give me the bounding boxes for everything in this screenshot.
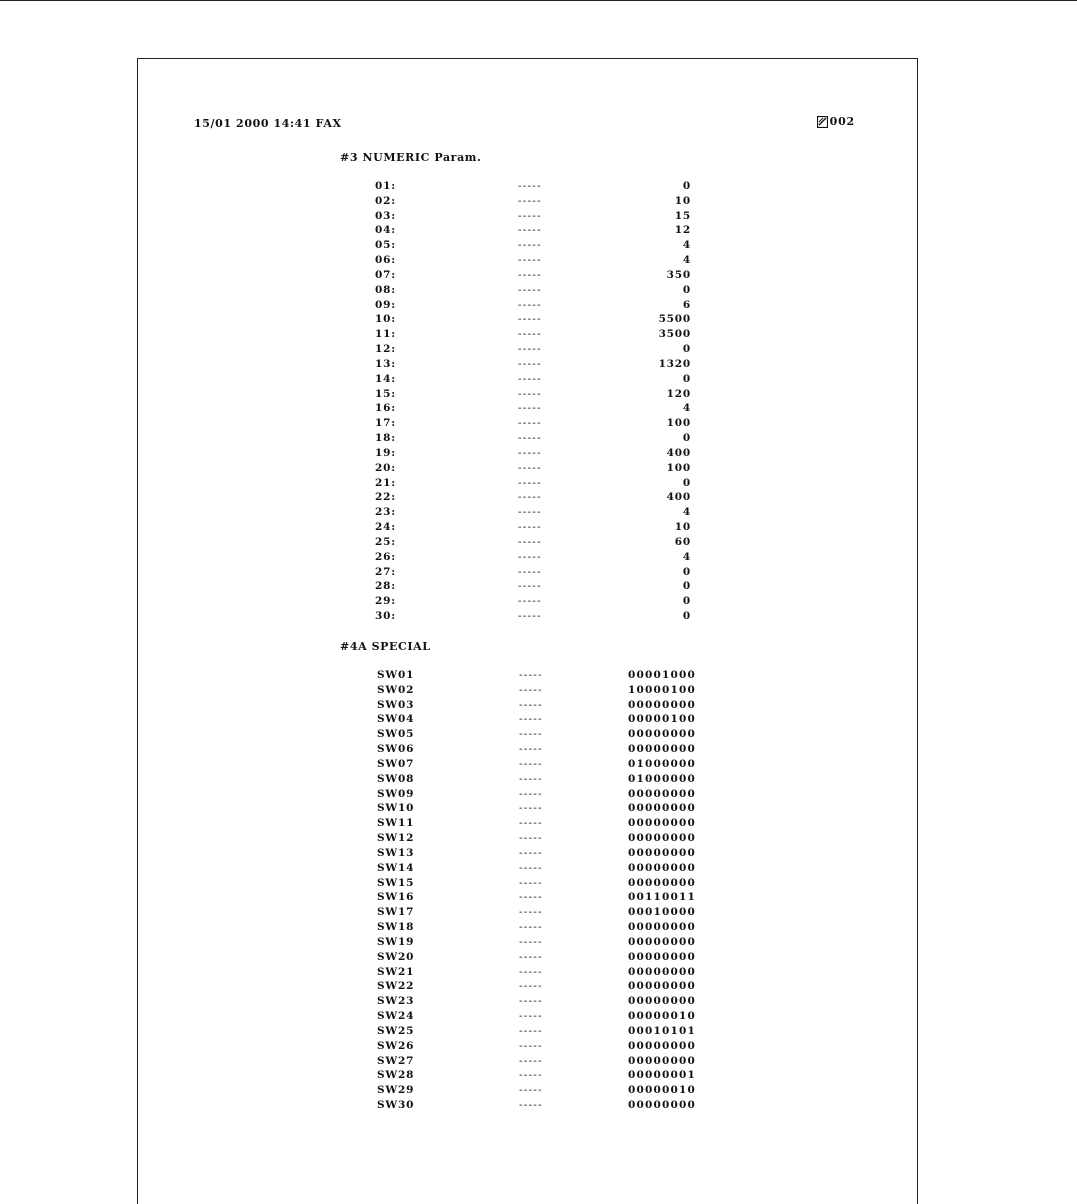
- table-row: [138, 268, 919, 283]
- param-separator: -----: [518, 239, 542, 252]
- param-value: 120: [666, 387, 691, 400]
- param-value: 12: [674, 224, 691, 237]
- param-key: SW17: [377, 906, 415, 919]
- param-value: 350: [666, 268, 691, 281]
- param-key: 03:: [375, 209, 396, 222]
- table-row: [138, 209, 919, 224]
- table-row: [138, 505, 919, 520]
- table-row: [138, 727, 919, 742]
- param-key: 14:: [375, 372, 396, 385]
- param-value: 00000000: [628, 950, 697, 963]
- param-value: 00010000: [628, 906, 697, 919]
- param-key: SW29: [377, 1084, 415, 1097]
- param-value: 00000000: [628, 698, 697, 711]
- param-separator: -----: [518, 506, 542, 519]
- param-separator: -----: [518, 343, 542, 356]
- param-key: SW08: [377, 772, 415, 785]
- table-row: [138, 876, 919, 891]
- param-key: SW19: [377, 935, 415, 948]
- table-row: [138, 994, 919, 1009]
- table-row: [138, 683, 919, 698]
- param-value: 10: [674, 521, 691, 534]
- table-row: [138, 801, 919, 816]
- param-separator: -----: [518, 595, 542, 608]
- param-value: 4: [682, 550, 691, 563]
- table-row: [138, 1039, 919, 1054]
- param-separator: -----: [519, 1069, 543, 1082]
- table-row: [138, 905, 919, 920]
- param-value: 4: [682, 254, 691, 267]
- param-value: 5500: [658, 313, 691, 326]
- fax-page: [137, 58, 918, 1204]
- param-value: 0: [682, 610, 691, 623]
- param-value: 00000001: [628, 1069, 697, 1082]
- param-key: SW07: [377, 757, 415, 770]
- table-row: [138, 831, 919, 846]
- table-row: [138, 846, 919, 861]
- param-key: 10:: [375, 313, 396, 326]
- param-separator: -----: [518, 387, 542, 400]
- table-row: [138, 594, 919, 609]
- param-separator: -----: [519, 669, 543, 681]
- param-key: SW10: [377, 802, 415, 815]
- param-key: 30:: [375, 610, 396, 623]
- param-separator: -----: [518, 402, 542, 415]
- table-row: [138, 535, 919, 550]
- param-value: 01000000: [628, 757, 697, 770]
- param-separator: -----: [519, 921, 543, 934]
- param-separator: -----: [518, 610, 542, 623]
- param-separator: -----: [519, 757, 543, 770]
- param-separator: -----: [518, 417, 542, 430]
- param-separator: -----: [518, 372, 542, 385]
- param-value: 00000000: [628, 832, 697, 845]
- special-section-title: #4A SPECIAL: [340, 640, 431, 653]
- param-separator: -----: [518, 313, 542, 326]
- param-separator: -----: [519, 1039, 543, 1052]
- param-value: 10: [674, 194, 691, 207]
- param-key: 06:: [375, 254, 396, 267]
- param-key: 01:: [375, 180, 396, 192]
- param-key: 26:: [375, 550, 396, 563]
- param-key: SW03: [377, 698, 415, 711]
- table-row: [138, 565, 919, 580]
- table-row: [138, 816, 919, 831]
- param-separator: -----: [518, 283, 542, 296]
- param-separator: -----: [519, 891, 543, 904]
- param-key: 08:: [375, 283, 396, 296]
- param-separator: -----: [519, 906, 543, 919]
- param-separator: -----: [519, 1054, 543, 1067]
- param-separator: -----: [519, 935, 543, 948]
- param-key: SW14: [377, 861, 415, 874]
- table-row: [138, 416, 919, 431]
- param-separator: -----: [518, 298, 542, 311]
- param-value: 0: [682, 372, 691, 385]
- param-separator: -----: [518, 209, 542, 222]
- param-separator: -----: [518, 194, 542, 207]
- table-row: [138, 179, 919, 194]
- table-row: [138, 698, 919, 713]
- param-value: 00000000: [628, 743, 697, 756]
- table-row: [138, 1009, 919, 1024]
- param-key: 17:: [375, 417, 396, 430]
- param-value: 4: [682, 506, 691, 519]
- param-key: SW24: [377, 1010, 415, 1023]
- param-key: SW20: [377, 950, 415, 963]
- param-key: 18:: [375, 432, 396, 445]
- fax-header-datetime: 15/01 2000 14:41 FAX: [194, 117, 342, 130]
- page-number: [817, 115, 855, 128]
- table-row: [138, 609, 919, 624]
- param-separator: -----: [518, 461, 542, 474]
- param-value: 100: [666, 417, 691, 430]
- param-key: SW27: [377, 1054, 415, 1067]
- param-value: 00000000: [628, 787, 697, 800]
- table-row: [138, 787, 919, 802]
- fax-page-icon: [817, 116, 828, 128]
- table-row: [138, 461, 919, 476]
- param-value: 00000000: [628, 817, 697, 830]
- param-key: SW01: [377, 669, 415, 681]
- param-separator: -----: [519, 802, 543, 815]
- table-row: [138, 238, 919, 253]
- table-row: [138, 431, 919, 446]
- param-key: 21:: [375, 476, 396, 489]
- param-value: 0: [682, 595, 691, 608]
- table-row: [138, 935, 919, 950]
- param-value: 6: [682, 298, 691, 311]
- param-value: 10000100: [628, 683, 697, 696]
- param-separator: -----: [518, 446, 542, 459]
- param-separator: -----: [519, 950, 543, 963]
- table-row: [138, 1054, 919, 1069]
- table-row: [138, 342, 919, 357]
- param-separator: -----: [519, 1024, 543, 1037]
- param-key: SW25: [377, 1024, 415, 1037]
- table-row: [138, 550, 919, 565]
- param-separator: -----: [519, 1010, 543, 1023]
- table-row: [138, 223, 919, 238]
- param-value: 0: [682, 476, 691, 489]
- param-key: SW02: [377, 683, 415, 696]
- param-separator: -----: [519, 980, 543, 993]
- param-key: 16:: [375, 402, 396, 415]
- param-value: 4: [682, 402, 691, 415]
- param-key: SW15: [377, 876, 415, 889]
- param-key: 12:: [375, 343, 396, 356]
- param-key: 07:: [375, 268, 396, 281]
- param-key: 20:: [375, 461, 396, 474]
- table-row: [138, 312, 919, 327]
- table-row: [138, 476, 919, 491]
- param-key: SW18: [377, 921, 415, 934]
- param-key: 29:: [375, 595, 396, 608]
- special-switch-table: [138, 668, 919, 1113]
- param-key: 11:: [375, 328, 396, 341]
- table-row: [138, 861, 919, 876]
- table-row: [138, 1068, 919, 1083]
- table-row: [138, 1098, 919, 1113]
- table-row: [138, 283, 919, 298]
- param-key: SW12: [377, 832, 415, 845]
- param-value: 400: [666, 491, 691, 504]
- param-key: 02:: [375, 194, 396, 207]
- table-row: [138, 950, 919, 965]
- table-row: [138, 357, 919, 372]
- table-row: [138, 253, 919, 268]
- table-row: [138, 979, 919, 994]
- param-separator: -----: [519, 713, 543, 726]
- param-key: 09:: [375, 298, 396, 311]
- param-separator: -----: [518, 565, 542, 578]
- param-separator: -----: [519, 876, 543, 889]
- param-separator: -----: [518, 254, 542, 267]
- param-separator: -----: [519, 817, 543, 830]
- param-value: 00000000: [628, 1099, 697, 1112]
- param-key: 19:: [375, 446, 396, 459]
- param-separator: -----: [518, 491, 542, 504]
- table-row: [138, 757, 919, 772]
- param-key: 25:: [375, 535, 396, 548]
- param-value: 00000000: [628, 1054, 697, 1067]
- param-separator: -----: [519, 787, 543, 800]
- table-row: [138, 387, 919, 402]
- param-key: SW26: [377, 1039, 415, 1052]
- param-key: SW11: [377, 817, 415, 830]
- param-separator: -----: [519, 965, 543, 978]
- param-value: 0: [682, 283, 691, 296]
- table-row: [138, 298, 919, 313]
- param-separator: -----: [518, 521, 542, 534]
- page-number-value: 002: [829, 115, 855, 128]
- table-row: [138, 712, 919, 727]
- param-value: 00000000: [628, 728, 697, 741]
- param-value: 0: [682, 565, 691, 578]
- param-key: SW21: [377, 965, 415, 978]
- table-row: [138, 490, 919, 505]
- param-separator: -----: [519, 1099, 543, 1112]
- param-value: 00000000: [628, 802, 697, 815]
- param-separator: -----: [518, 432, 542, 445]
- param-value: 00000010: [628, 1010, 697, 1023]
- param-value: 3500: [658, 328, 691, 341]
- param-value: 00000000: [628, 1039, 697, 1052]
- table-row: [138, 194, 919, 209]
- param-key: SW30: [377, 1099, 415, 1112]
- param-separator: -----: [518, 535, 542, 548]
- param-key: 13:: [375, 357, 396, 370]
- param-separator: -----: [519, 846, 543, 859]
- table-row: [138, 668, 919, 683]
- param-key: SW28: [377, 1069, 415, 1082]
- param-key: 04:: [375, 224, 396, 237]
- param-value: 00000100: [628, 713, 697, 726]
- param-value: 0: [682, 343, 691, 356]
- param-key: 15:: [375, 387, 396, 400]
- param-value: 00010101: [628, 1024, 697, 1037]
- param-separator: -----: [519, 995, 543, 1008]
- param-value: 00000010: [628, 1084, 697, 1097]
- param-separator: -----: [519, 861, 543, 874]
- param-key: 27:: [375, 565, 396, 578]
- param-separator: -----: [518, 580, 542, 593]
- param-key: SW23: [377, 995, 415, 1008]
- numeric-section-title: #3 NUMERIC Param.: [340, 151, 482, 164]
- param-key: SW16: [377, 891, 415, 904]
- param-value: 0: [682, 432, 691, 445]
- param-value: 00000000: [628, 980, 697, 993]
- param-value: 01000000: [628, 772, 697, 785]
- param-separator: -----: [518, 476, 542, 489]
- param-key: SW22: [377, 980, 415, 993]
- param-key: 24:: [375, 521, 396, 534]
- param-separator: -----: [518, 224, 542, 237]
- table-row: [138, 890, 919, 905]
- param-value: 00110011: [628, 891, 697, 904]
- param-key: 28:: [375, 580, 396, 593]
- param-separator: -----: [518, 180, 542, 192]
- param-value: 00000000: [628, 876, 697, 889]
- table-row: [138, 327, 919, 342]
- param-value: 0: [682, 580, 691, 593]
- param-separator: -----: [518, 550, 542, 563]
- param-value: 400: [666, 446, 691, 459]
- param-key: SW06: [377, 743, 415, 756]
- param-key: 23:: [375, 506, 396, 519]
- param-key: SW13: [377, 846, 415, 859]
- param-value: 00000000: [628, 846, 697, 859]
- top-rule: [0, 0, 1077, 1]
- param-value: 60: [674, 535, 691, 548]
- param-value: 00000000: [628, 935, 697, 948]
- param-separator: -----: [519, 698, 543, 711]
- table-row: [138, 1024, 919, 1039]
- table-row: [138, 579, 919, 594]
- param-separator: -----: [519, 1084, 543, 1097]
- param-separator: -----: [519, 728, 543, 741]
- param-value: 4: [682, 239, 691, 252]
- table-row: [138, 965, 919, 980]
- param-separator: -----: [518, 328, 542, 341]
- table-row: [138, 772, 919, 787]
- param-separator: -----: [518, 357, 542, 370]
- param-key: 05:: [375, 239, 396, 252]
- param-key: SW05: [377, 728, 415, 741]
- param-value: 00001000: [628, 669, 697, 681]
- param-value: 15: [674, 209, 691, 222]
- table-row: [138, 742, 919, 757]
- param-value: 100: [666, 461, 691, 474]
- param-value: 00000000: [628, 995, 697, 1008]
- param-separator: -----: [518, 268, 542, 281]
- param-value: 1320: [658, 357, 691, 370]
- param-separator: -----: [519, 683, 543, 696]
- param-value: 00000000: [628, 965, 697, 978]
- table-row: [138, 446, 919, 461]
- param-separator: -----: [519, 772, 543, 785]
- numeric-param-table: [138, 179, 919, 624]
- param-separator: -----: [519, 832, 543, 845]
- param-value: 00000000: [628, 861, 697, 874]
- table-row: [138, 372, 919, 387]
- param-key: SW04: [377, 713, 415, 726]
- param-value: 00000000: [628, 921, 697, 934]
- param-value: 0: [682, 180, 691, 192]
- param-separator: -----: [519, 743, 543, 756]
- param-key: SW09: [377, 787, 415, 800]
- table-row: [138, 401, 919, 416]
- table-row: [138, 520, 919, 535]
- param-key: 22:: [375, 491, 396, 504]
- table-row: [138, 920, 919, 935]
- table-row: [138, 1083, 919, 1098]
